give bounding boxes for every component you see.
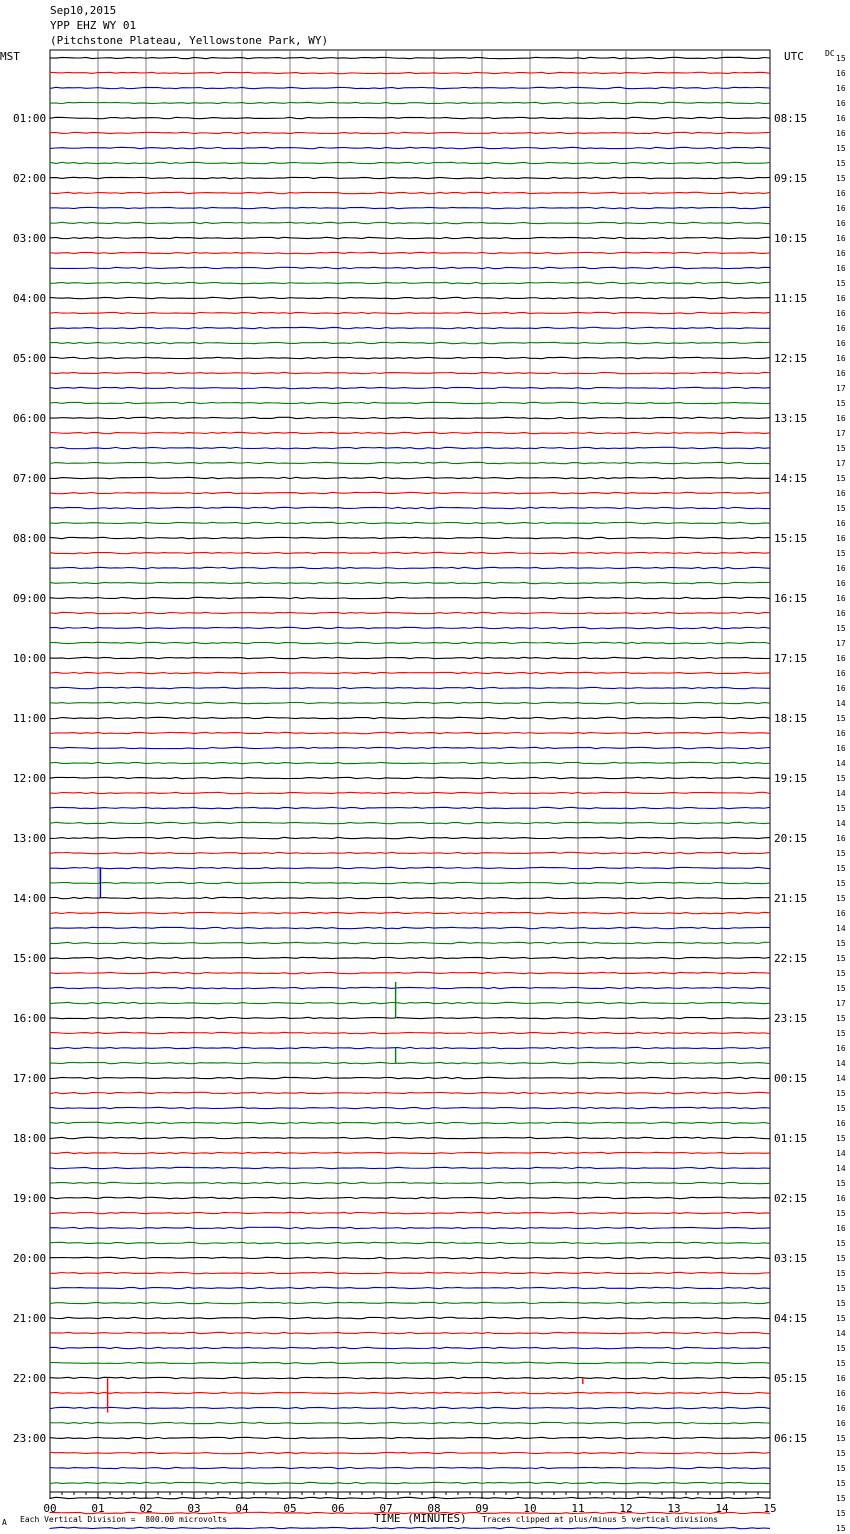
trace-row (50, 552, 770, 553)
mst-hour-label: 20:00 (13, 1252, 47, 1265)
trace-row (50, 732, 770, 733)
trace-row (50, 1242, 770, 1243)
x-tick-label: 12 (619, 1502, 633, 1515)
trace-row (50, 1107, 770, 1108)
dc-offset-label: 16 (836, 234, 846, 243)
mst-hour-label: 06:00 (13, 412, 47, 425)
dc-offset-label: 15 (836, 1089, 846, 1098)
dc-offset-label: 15 (836, 1314, 846, 1323)
trace-row (50, 1437, 770, 1438)
trace-row (50, 1032, 770, 1033)
mst-hour-label: 01:00 (13, 112, 47, 125)
trace-row (50, 432, 770, 433)
x-axis-label: TIME (MINUTES) (374, 1512, 467, 1525)
trace-row (50, 237, 770, 238)
dc-offset-label: 15 (836, 939, 846, 948)
dc-offset-label: 15 (836, 1494, 846, 1503)
dc-offset-label: 15 (836, 54, 846, 63)
dc-offset-label: 16 (836, 114, 846, 123)
x-tick-label: 05 (283, 1502, 297, 1515)
dc-offset-label: 15 (836, 1344, 846, 1353)
mst-hour-label: 11:00 (13, 712, 47, 725)
dc-offset-label: 16 (836, 1194, 846, 1203)
x-tick-label: 04 (235, 1502, 249, 1515)
dc-offset-label: 14 (836, 759, 846, 768)
utc-label: UTC (784, 50, 804, 63)
dc-offset-label: 16 (836, 324, 846, 333)
trace-row (50, 822, 770, 823)
trace-row (50, 87, 770, 88)
dc-offset-label: 15 (836, 1284, 846, 1293)
trace-row (50, 1452, 770, 1453)
mst-hour-label: 21:00 (13, 1312, 47, 1325)
trace-row (50, 117, 770, 118)
dc-offset-label: 16 (836, 294, 846, 303)
mst-hour-label: 03:00 (13, 232, 47, 245)
trace-row (50, 1017, 770, 1018)
footer-scale: Each Vertical Division = 800.00 microvolts (20, 1515, 228, 1524)
dc-offset-label: 16 (836, 84, 846, 93)
dc-offset-label: 16 (836, 594, 846, 603)
utc-hour-label: 08:15 (774, 112, 808, 125)
mst-hour-label: 14:00 (13, 892, 47, 905)
dc-offset-label: 15 (836, 714, 846, 723)
trace-row (50, 1167, 770, 1168)
dc-offset-label: 15 (836, 1524, 846, 1533)
dc-offset-label: 14 (836, 1059, 846, 1068)
utc-hour-label: 12:15 (774, 352, 808, 365)
trace-row (50, 852, 770, 853)
dc-offset-label: 15 (836, 804, 846, 813)
dc-offset-label: 17 (836, 384, 846, 393)
trace-row (50, 537, 770, 538)
trace-row (50, 687, 770, 688)
mst-hour-label: 07:00 (13, 472, 47, 485)
trace-row (50, 792, 770, 793)
trace-row (50, 192, 770, 193)
dc-offset-label: 17 (836, 459, 846, 468)
dc-offset-label: 16 (836, 99, 846, 108)
dc-offset-label: 16 (836, 219, 846, 228)
dc-offset-label: 15 (836, 1179, 846, 1188)
x-tick-label: 06 (331, 1502, 345, 1515)
dc-offset-label: 15 (836, 174, 846, 183)
trace-row (50, 342, 770, 343)
trace-row (50, 102, 770, 103)
dc-offset-label: 16 (836, 354, 846, 363)
dc-offset-label: 16 (836, 729, 846, 738)
x-tick-label: 00 (43, 1502, 57, 1515)
trace-row (50, 1272, 770, 1273)
mst-hour-label: 09:00 (13, 592, 47, 605)
utc-hour-label: 10:15 (774, 232, 808, 245)
trace-row (50, 1092, 770, 1093)
dc-offset-label: 16 (836, 204, 846, 213)
mst-hour-label: 17:00 (13, 1072, 47, 1085)
trace-row (50, 327, 770, 328)
trace-row (50, 882, 770, 883)
dc-offset-label: 14 (836, 924, 846, 933)
dc-offset-label: 16 (836, 909, 846, 918)
dc-offset-label: 15 (836, 279, 846, 288)
mst-hour-label: 05:00 (13, 352, 47, 365)
dc-offset-label: 15 (836, 954, 846, 963)
trace-row (50, 957, 770, 958)
dc-offset-label: 16 (836, 684, 846, 693)
trace-row (50, 252, 770, 253)
dc-offset-label: 15 (836, 1134, 846, 1143)
dc-offset-label: 14 (836, 1164, 846, 1173)
dc-offset-label: 15 (836, 1464, 846, 1473)
plot-frame (50, 50, 770, 1492)
dc-offset-label: 14 (836, 1074, 846, 1083)
trace-row (50, 777, 770, 778)
mst-hour-label: 23:00 (13, 1432, 47, 1445)
trace-row (50, 447, 770, 448)
dc-offset-label: 15 (836, 849, 846, 858)
trace-row (50, 1467, 770, 1468)
dc-offset-label: 14 (836, 1149, 846, 1158)
mst-hour-label: 19:00 (13, 1192, 47, 1205)
trace-row (50, 72, 770, 73)
dc-offset-label: 16 (836, 534, 846, 543)
trace-row (50, 297, 770, 298)
trace-row (50, 147, 770, 148)
dc-offset-label: 14 (836, 1329, 846, 1338)
dc-offset-label: 16 (836, 579, 846, 588)
trace-row (50, 1002, 770, 1003)
dc-offset-label: 16 (836, 264, 846, 273)
trace-row (50, 1392, 770, 1393)
x-tick-label: 08 (427, 1502, 441, 1515)
dc-offset-label: 16 (836, 189, 846, 198)
dc-offset-label: 16 (836, 1374, 846, 1383)
mst-hour-label: 10:00 (13, 652, 47, 665)
trace-row (50, 627, 770, 628)
utc-hour-label: 15:15 (774, 532, 808, 545)
trace-row (50, 162, 770, 163)
trace-row (50, 1302, 770, 1303)
trace-row (50, 477, 770, 478)
dc-offset-label: 15 (836, 969, 846, 978)
trace-row (50, 972, 770, 973)
trace-row (50, 1047, 770, 1048)
utc-hour-label: 05:15 (774, 1372, 808, 1385)
dc-offset-label: 14 (836, 819, 846, 828)
mst-hour-label: 15:00 (13, 952, 47, 965)
trace-row (50, 1062, 770, 1063)
x-tick-label: 13 (667, 1502, 681, 1515)
trace-row (50, 642, 770, 643)
trace-row (50, 942, 770, 943)
trace-row (50, 462, 770, 463)
dc-offset-label: 15 (836, 1434, 846, 1443)
trace-row (50, 1287, 770, 1288)
dc-offset-label: 16 (836, 414, 846, 423)
dc-offset-label: 16 (836, 1389, 846, 1398)
dc-offset-label: 15 (836, 1209, 846, 1218)
utc-hour-label: 04:15 (774, 1312, 808, 1325)
trace-row (50, 387, 770, 388)
dc-offset-label: 15 (836, 1359, 846, 1368)
dc-offset-label: 15 (836, 864, 846, 873)
dc-offset-label: 15 (836, 879, 846, 888)
trace-row (50, 1377, 770, 1378)
mst-hour-label: 12:00 (13, 772, 47, 785)
dc-offset-label: 16 (836, 489, 846, 498)
dc-offset-label: 16 (836, 69, 846, 78)
utc-hour-label: 02:15 (774, 1192, 808, 1205)
dc-offset-label: 16 (836, 564, 846, 573)
trace-row (50, 1317, 770, 1318)
dc-offset-label: 15 (836, 1479, 846, 1488)
dc-offset-label: 15 (836, 1029, 846, 1038)
dc-offset-label: 15 (836, 1269, 846, 1278)
trace-row (50, 417, 770, 418)
dc-offset-label: 17 (836, 999, 846, 1008)
dc-offset-label: 15 (836, 444, 846, 453)
trace-row (50, 762, 770, 763)
x-tick-label: 15 (763, 1502, 777, 1515)
header-location: (Pitchstone Plateau, Yellowstone Park, WY) (50, 34, 329, 47)
trace-row (50, 897, 770, 898)
trace-row (50, 372, 770, 373)
trace-row (50, 657, 770, 658)
dc-offset-label: 17 (836, 429, 846, 438)
trace-row (50, 717, 770, 718)
x-tick-label: 03 (187, 1502, 201, 1515)
dc-offset-label: 15 (836, 159, 846, 168)
dc-offset-label: 15 (836, 1104, 846, 1113)
dc-offset-label: 16 (836, 519, 846, 528)
trace-row (50, 702, 770, 703)
dc-offset-label: 15 (836, 1299, 846, 1308)
trace-row (50, 1482, 770, 1483)
dc-offset-label: 15 (836, 894, 846, 903)
dc-offset-label: 15 (836, 399, 846, 408)
utc-hour-label: 22:15 (774, 952, 808, 965)
trace-row (50, 1407, 770, 1408)
trace-row (50, 57, 770, 58)
mst-hour-label: 16:00 (13, 1012, 47, 1025)
trace-row (50, 267, 770, 268)
utc-hour-label: 16:15 (774, 592, 808, 605)
trace-row (50, 282, 770, 283)
trace-row (50, 1077, 770, 1078)
trace-row (50, 1182, 770, 1183)
dc-offset-label: 15 (836, 474, 846, 483)
dc-offset-label: 16 (836, 309, 846, 318)
dc-offset-label: 15 (836, 144, 846, 153)
utc-hour-label: 09:15 (774, 172, 808, 185)
trace-row (50, 312, 770, 313)
dc-offset-label: 15 (836, 624, 846, 633)
trace-row (50, 357, 770, 358)
dc-offset-label: 15 (836, 504, 846, 513)
trace-row (50, 1257, 770, 1258)
utc-hour-label: 13:15 (774, 412, 808, 425)
trace-row (50, 612, 770, 613)
utc-hour-label: 17:15 (774, 652, 808, 665)
dc-offset-label: 16 (836, 1119, 846, 1128)
trace-row (50, 1497, 770, 1498)
trace-row (50, 672, 770, 673)
trace-row (50, 222, 770, 223)
x-tick-label: 07 (379, 1502, 393, 1515)
utc-hour-label: 23:15 (774, 1012, 808, 1025)
dc-offset-label: 15 (836, 774, 846, 783)
trace-row (50, 507, 770, 508)
mst-hour-label: 22:00 (13, 1372, 47, 1385)
x-tick-label: 01 (91, 1502, 105, 1515)
trace-row (50, 1152, 770, 1153)
dc-label: DC (825, 49, 835, 58)
trace-row (50, 132, 770, 133)
trace-row (50, 1332, 770, 1333)
trace-row (50, 1362, 770, 1363)
footer-mark: A (2, 1518, 7, 1527)
trace-row (50, 867, 770, 868)
trace-row (50, 207, 770, 208)
trace-row (50, 1197, 770, 1198)
trace-row (50, 1347, 770, 1348)
trace-row (50, 987, 770, 988)
mst-hour-label: 13:00 (13, 832, 47, 845)
footer-clip: Traces clipped at plus/minus 5 vertical divisions (482, 1515, 719, 1524)
trace-row (50, 927, 770, 928)
dc-offset-label: 16 (836, 609, 846, 618)
mst-hour-label: 04:00 (13, 292, 47, 305)
dc-offset-label: 16 (836, 1044, 846, 1053)
x-tick-label: 10 (523, 1502, 537, 1515)
mst-hour-label: 18:00 (13, 1132, 47, 1145)
dc-offset-label: 16 (836, 249, 846, 258)
x-tick-label: 14 (715, 1502, 729, 1515)
x-tick-label: 11 (571, 1502, 585, 1515)
trace-row (50, 522, 770, 523)
dc-offset-label: 15 (836, 1509, 846, 1518)
dc-offset-label: 15 (836, 1239, 846, 1248)
dc-offset-label: 15 (836, 549, 846, 558)
trace-row (50, 1137, 770, 1138)
trace-row (50, 747, 770, 748)
utc-hour-label: 01:15 (774, 1132, 808, 1145)
header-station: YPP EHZ WY 01 (50, 19, 137, 32)
dc-offset-label: 16 (836, 834, 846, 843)
dc-offset-label: 17 (836, 639, 846, 648)
trace-row (50, 597, 770, 598)
dc-offset-label: 16 (836, 339, 846, 348)
utc-hour-label: 06:15 (774, 1432, 808, 1445)
dc-offset-label: 16 (836, 1224, 846, 1233)
mst-label: MST (0, 50, 20, 63)
utc-hour-label: 14:15 (774, 472, 808, 485)
dc-offset-label: 14 (836, 699, 846, 708)
trace-row (50, 837, 770, 838)
dc-offset-label: 16 (836, 369, 846, 378)
dc-offset-label: 15 (836, 1014, 846, 1023)
dc-offset-label: 16 (836, 1404, 846, 1413)
trace-row (50, 807, 770, 808)
trace-row (50, 1122, 770, 1123)
x-tick-label: 02 (139, 1502, 153, 1515)
dc-offset-label: 15 (836, 1254, 846, 1263)
dc-offset-label: 16 (836, 1419, 846, 1428)
dc-offset-label: 15 (836, 984, 846, 993)
utc-hour-label: 00:15 (774, 1072, 808, 1085)
trace-row (50, 1422, 770, 1423)
trace-row (50, 912, 770, 913)
utc-hour-label: 11:15 (774, 292, 808, 305)
header-date: Sep10,2015 (50, 4, 117, 17)
dc-offset-label: 14 (836, 789, 846, 798)
mst-hour-label: 08:00 (13, 532, 47, 545)
dc-offset-label: 16 (836, 129, 846, 138)
utc-hour-label: 19:15 (774, 772, 808, 785)
dc-offset-label: 16 (836, 744, 846, 753)
utc-hour-label: 20:15 (774, 832, 808, 845)
trace-row (50, 1527, 770, 1528)
trace-row (50, 1212, 770, 1213)
utc-hour-label: 03:15 (774, 1252, 808, 1265)
mst-hour-label: 02:00 (13, 172, 47, 185)
dc-offset-label: 16 (836, 654, 846, 663)
dc-offset-label: 16 (836, 669, 846, 678)
trace-row (50, 582, 770, 583)
utc-hour-label: 21:15 (774, 892, 808, 905)
trace-row (50, 1227, 770, 1228)
dc-offset-label: 15 (836, 1449, 846, 1458)
trace-row (50, 492, 770, 493)
x-tick-label: 09 (475, 1502, 489, 1515)
utc-hour-label: 18:15 (774, 712, 808, 725)
trace-row (50, 177, 770, 178)
trace-row (50, 567, 770, 568)
trace-row (50, 402, 770, 403)
